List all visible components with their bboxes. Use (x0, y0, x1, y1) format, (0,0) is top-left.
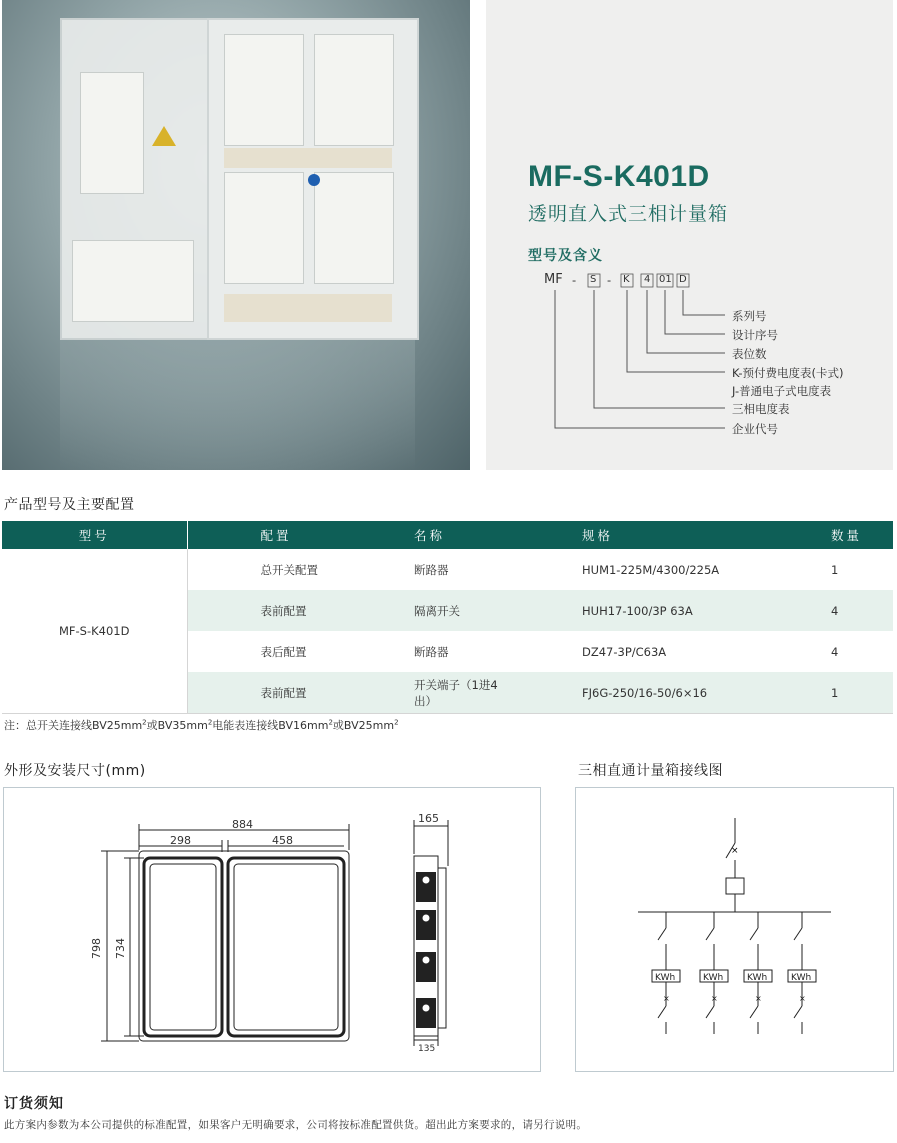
wiring-note (4, 717, 399, 733)
meter-slot-1 (224, 34, 304, 146)
product-photo (2, 0, 470, 470)
cell-name: 隔离开关 (341, 590, 509, 631)
kwh-label: KWh (655, 973, 676, 983)
cell-qty: 4 (831, 644, 839, 659)
cable-grommet (308, 174, 320, 186)
model-code-diagram (540, 268, 880, 443)
meter-window (80, 72, 144, 194)
busbar-channel (224, 148, 392, 168)
cell-config: 总开关配置 (260, 562, 318, 577)
table-header-row (2, 521, 893, 549)
note-part: 注：总开关连接线BV25mm (4, 719, 143, 732)
dim-depth-base: 135 (418, 1044, 436, 1054)
col-header-config: 配置 (187, 521, 341, 549)
col-header-qty: 数量 (725, 521, 893, 549)
order-heading: 订货须知 (4, 1096, 64, 1112)
cell-name: 开关端子（1进4出） (341, 672, 509, 714)
breaker-window (72, 240, 194, 322)
cell-name: 断路器 (414, 644, 449, 659)
model-meaning-heading: 型号及含义 (528, 248, 603, 264)
cell-qty: 1 (725, 672, 893, 714)
col-header-model: 型号 (2, 521, 187, 549)
code-prefix: MF (544, 272, 563, 287)
label-series: 系列号 (732, 309, 767, 323)
cell-name: 断路器 (414, 562, 449, 577)
cell-qty: 4 (725, 590, 893, 631)
meter-slot-4 (314, 172, 394, 284)
wiring-heading: 三相直通计量箱接线图 (578, 763, 723, 779)
dim-depth-total: 165 (418, 812, 439, 825)
kwh-label: KWh (703, 973, 724, 983)
wiring-diagram (575, 787, 894, 1072)
cell-config: 表前配置 (187, 590, 341, 631)
bottom-channel (224, 294, 392, 322)
model-title: MF-S-K401D (528, 160, 710, 193)
code-part-d: D (679, 274, 687, 285)
code-part-01: 01 (659, 274, 672, 285)
model-cell: MF-S-K401D (2, 549, 187, 714)
kwh-label: KWh (747, 973, 768, 983)
photo-reflection (60, 340, 415, 470)
note-sup: 2 (142, 718, 147, 727)
col-header-name: 名称 (341, 521, 509, 549)
kwh-label: KWh (791, 973, 812, 983)
dim-height-total: 798 (90, 938, 103, 959)
col-header-spec: 规格 (509, 521, 725, 549)
note-sup: 2 (394, 718, 399, 727)
code-separator: - (607, 273, 612, 287)
dim-width-total: 884 (232, 818, 253, 831)
note-part: 或BV35mm (146, 719, 208, 732)
svg-text:×: × (731, 846, 739, 856)
label-prepaid: K-预付费电度表(卡式) (732, 366, 844, 380)
dim-width-left: 298 (170, 834, 191, 847)
label-three-phase: 三相电度表 (732, 402, 790, 416)
meter-slot-3 (224, 172, 304, 284)
breaker-mark: × (663, 994, 670, 1003)
code-part-s: S (590, 274, 597, 285)
table-row (2, 549, 893, 590)
order-text: 此方案内参数为本公司提供的标准配置，如果客户无明确要求，公司将按标准配置供货。超出此方案要求的，请另行说明。 (4, 1119, 588, 1131)
note-part: 电能表连接线BV16mm (212, 719, 329, 732)
config-table (2, 521, 893, 714)
meter-slot-2 (314, 34, 394, 146)
cell-spec: FJ6G-250/16-50/6×16 (509, 672, 725, 714)
breaker-mark: × (711, 994, 718, 1003)
dimensions-heading: 外形及安装尺寸(mm) (4, 763, 146, 779)
warning-icon (152, 126, 176, 146)
dimension-svg (4, 788, 540, 1071)
config-heading: 产品型号及主要配置 (4, 497, 135, 513)
cell-qty: 1 (831, 562, 839, 577)
dim-height-inner: 734 (114, 938, 127, 959)
label-design-number: 设计序号 (732, 328, 778, 342)
model-subtitle: 透明直入式三相计量箱 (528, 203, 729, 225)
breaker-mark: × (755, 994, 762, 1003)
breaker-mark: × (799, 994, 806, 1003)
code-part-4: 4 (644, 274, 651, 285)
code-separator: - (572, 273, 577, 287)
wiring-svg (576, 788, 893, 1071)
note-part: 或BV25mm (332, 719, 395, 732)
dim-width-right: 458 (272, 834, 293, 847)
cell-spec: DZ47-3P/C63A (582, 644, 667, 659)
note-sup: 2 (207, 718, 213, 727)
dimension-drawing (3, 787, 541, 1072)
cell-spec: HUM1-225M/4300/225A (582, 562, 720, 577)
cell-config: 表前配置 (187, 672, 341, 714)
code-part-k: K (623, 274, 630, 285)
label-company-code: 企业代号 (732, 422, 778, 436)
cell-config: 表后配置 (260, 644, 307, 659)
code-leader-lines (540, 268, 880, 443)
label-ordinary: J-普通电子式电度表 (732, 384, 832, 398)
note-sup: 2 (328, 718, 333, 727)
cell-spec: HUH17-100/3P 63A (509, 590, 725, 631)
label-meter-count: 表位数 (732, 347, 767, 361)
